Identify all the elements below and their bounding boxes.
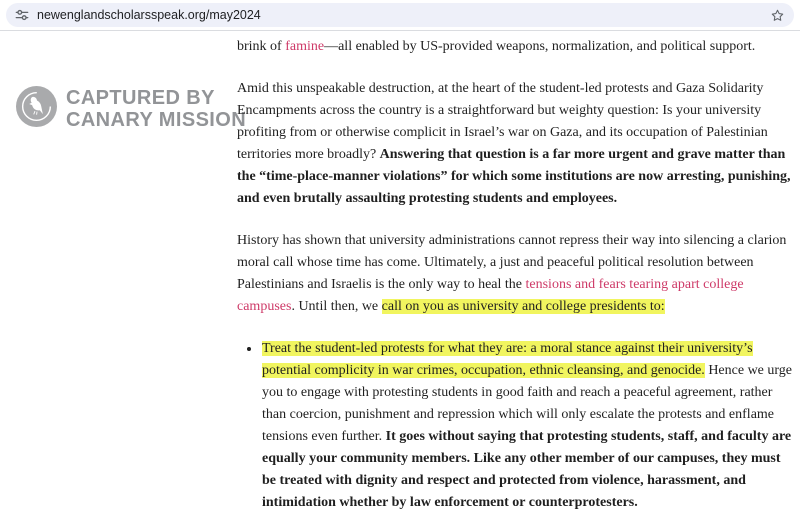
text-run: Hence we urge you to engage with protesting students in good faith and reach a peaceful agreement, rather than coercion, punishment and repression which will only escalate the protests and enflame tensions even further.: [262, 363, 793, 444]
text-run: brink of: [237, 39, 286, 54]
text-run: Amid this unspeakable destruction, at the heart of the student-led protests and Gaza Solidarity Encampments across the country is a straightforward but weighty question: Is your university profiting from or otherwise complicit in Israel’s war on Gaza, and its occupation of Palestinian territories more broadly?: [237, 81, 768, 162]
url-bar[interactable]: [6, 3, 794, 27]
article-body: [237, 31, 794, 514]
canary-bird-icon: [16, 86, 57, 132]
url-text[interactable]: newenglandscholarsspeak.org/may2024: [37, 8, 261, 22]
paragraph-famine: [237, 36, 794, 58]
list-item: [261, 338, 794, 514]
bold-text-run: Answering that question is a far more urgent and grave matter than the “time-place-manner violations” for which some institutions are now arresting, punishing, and even brutally assaulting protesting students and employees.: [237, 147, 791, 206]
bold-text-run: It goes without saying that protesting students, staff, and faculty are equally your community members. Like any other member of our campuses, they must be treated with dignity and respect and protected from violence, harassment, and intimidation whether by law enforcement or counterprotesters.: [262, 429, 792, 510]
watermark-line-2: CANARY MISSION: [66, 109, 247, 131]
bookmark-star-icon[interactable]: [770, 8, 785, 23]
highlighted-text-run: call on you as university and college presidents to:: [381, 299, 665, 314]
canary-mission-watermark: [16, 86, 246, 132]
tensions-link[interactable]: tensions and fears tearing apart college campuses: [237, 277, 744, 314]
demands-list: [237, 338, 794, 514]
site-settings-icon[interactable]: [15, 8, 29, 22]
text-run: History has shown that university administrations cannot repress their way into silencing a clarion moral call whose time has come. Ultimately, a just and peaceful political resolution between Palestinians and Israelis is the only way to heal the: [237, 233, 787, 292]
famine-link[interactable]: famine: [285, 39, 325, 54]
paragraph-question: [237, 78, 794, 210]
paragraph-history: [237, 230, 794, 318]
highlighted-text-run: Treat the student-led protests for what they are: a moral stance against their university’s potential complicity in war crimes, occupation, ethnic cleansing, and genocide.: [262, 341, 753, 378]
text-run: . Until then, we: [291, 299, 382, 314]
browser-toolbar: [0, 0, 800, 31]
watermark-line-1: CAPTURED BY: [66, 87, 215, 109]
text-run: —all enabled by US-provided weapons, normalization, and political support.: [324, 39, 756, 54]
